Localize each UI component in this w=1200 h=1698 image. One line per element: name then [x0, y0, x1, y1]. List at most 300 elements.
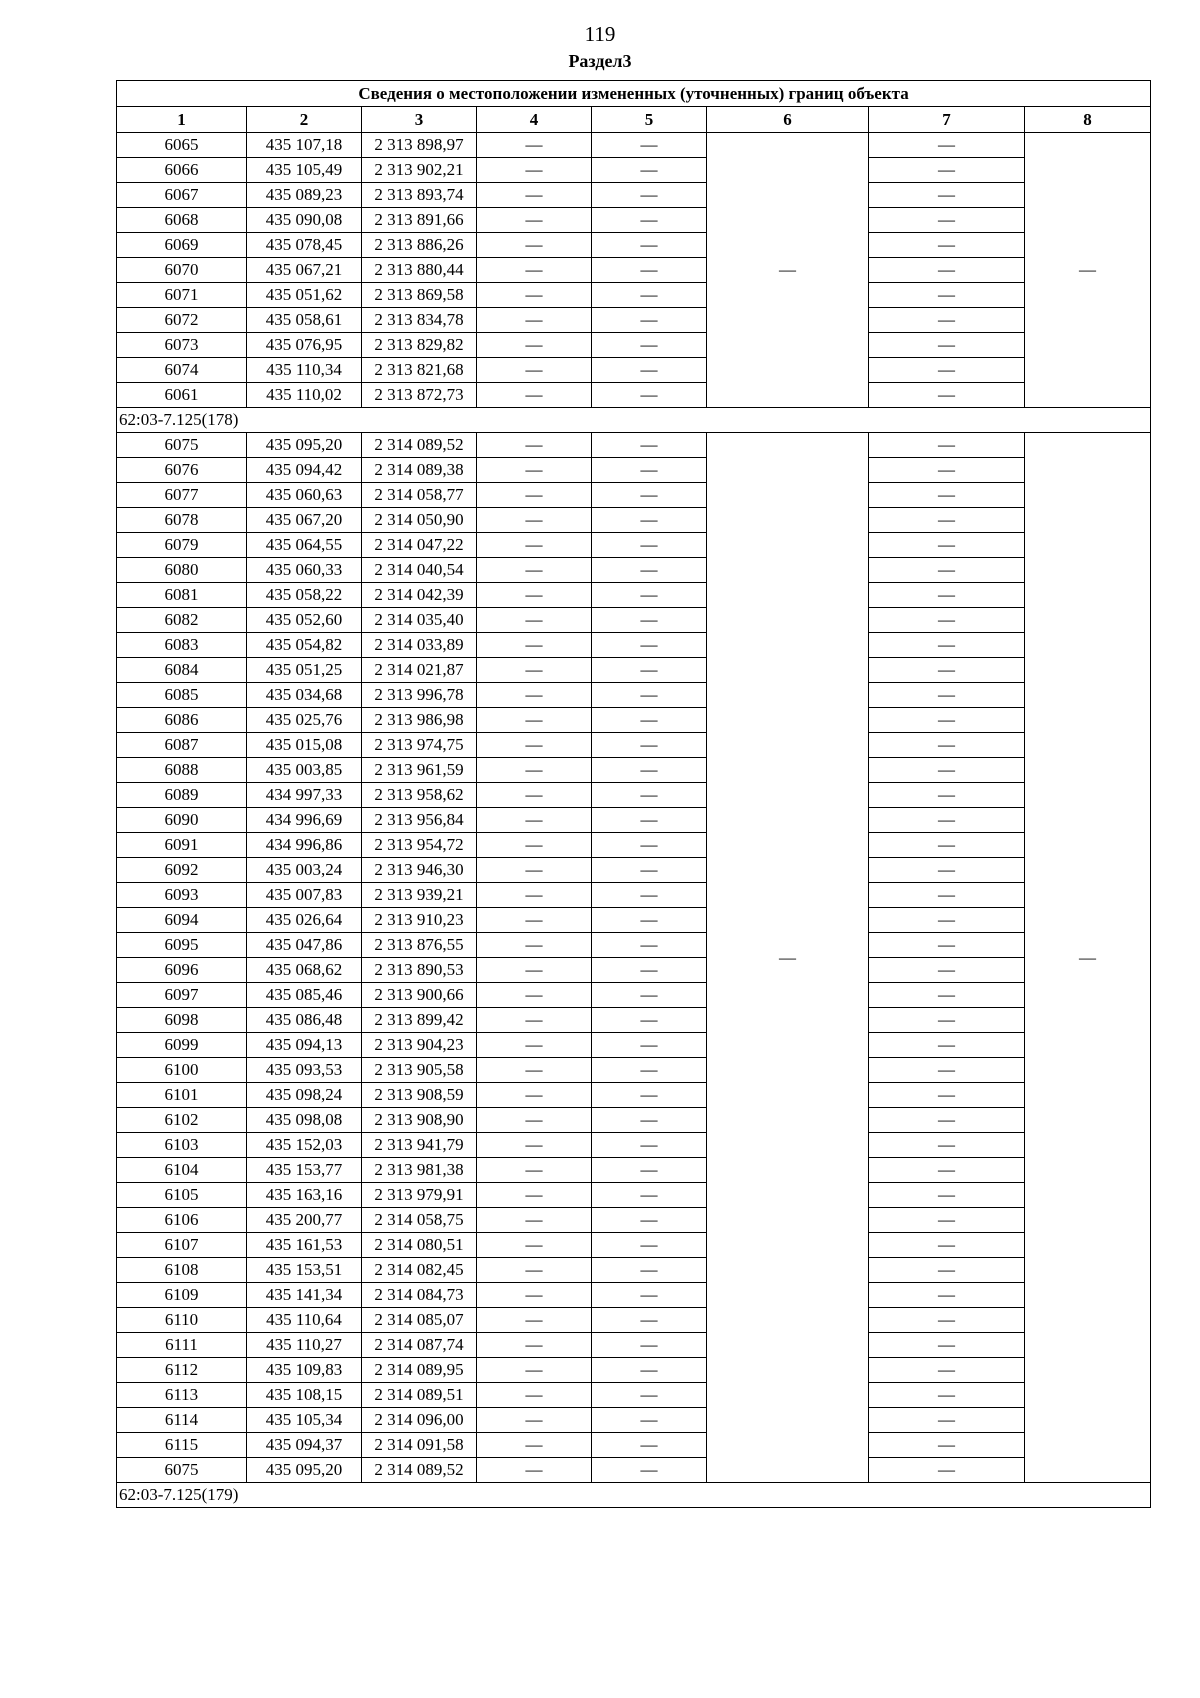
coord-y: 2 313 893,74	[362, 183, 477, 208]
col-5-dash: —	[592, 458, 707, 483]
coord-x: 435 090,08	[247, 208, 362, 233]
col-5-dash: —	[592, 483, 707, 508]
col-4-dash: —	[477, 483, 592, 508]
table-row	[117, 1358, 1151, 1383]
point-number: 6094	[117, 908, 247, 933]
group-label: 62:03-7.125(178)	[117, 408, 1151, 433]
col-7-dash: —	[869, 1408, 1025, 1433]
coord-x: 435 047,86	[247, 933, 362, 958]
point-number: 6074	[117, 358, 247, 383]
col-6-merged-dash: —	[707, 433, 869, 1483]
point-number: 6115	[117, 1433, 247, 1458]
col-7-dash: —	[869, 583, 1025, 608]
coord-y: 2 313 908,90	[362, 1108, 477, 1133]
column-number-4: 4	[477, 107, 592, 133]
coord-y: 2 314 089,51	[362, 1383, 477, 1408]
col-4-dash: —	[477, 383, 592, 408]
table-row	[117, 758, 1151, 783]
col-7-dash: —	[869, 1283, 1025, 1308]
coord-x: 435 110,02	[247, 383, 362, 408]
col-5-dash: —	[592, 808, 707, 833]
col-7-dash: —	[869, 808, 1025, 833]
coord-y: 2 314 082,45	[362, 1258, 477, 1283]
coord-x: 435 200,77	[247, 1208, 362, 1233]
col-4-dash: —	[477, 508, 592, 533]
col-5-dash: —	[592, 1233, 707, 1258]
coord-x: 435 105,34	[247, 1408, 362, 1433]
coord-x: 435 058,22	[247, 583, 362, 608]
coord-y: 2 314 087,74	[362, 1333, 477, 1358]
col-4-dash: —	[477, 208, 592, 233]
col-4-dash: —	[477, 308, 592, 333]
point-number: 6104	[117, 1158, 247, 1183]
col-7-dash: —	[869, 658, 1025, 683]
coord-x: 435 093,53	[247, 1058, 362, 1083]
point-number: 6108	[117, 1258, 247, 1283]
col-7-dash: —	[869, 483, 1025, 508]
col-7-dash: —	[869, 1033, 1025, 1058]
col-7-dash: —	[869, 233, 1025, 258]
coord-x: 435 003,85	[247, 758, 362, 783]
coord-x: 435 163,16	[247, 1183, 362, 1208]
coord-y: 2 313 908,59	[362, 1083, 477, 1108]
col-4-dash: —	[477, 233, 592, 258]
coord-x: 435 026,64	[247, 908, 362, 933]
table-row	[117, 283, 1151, 308]
point-number: 6068	[117, 208, 247, 233]
col-7-dash: —	[869, 1058, 1025, 1083]
coord-y: 2 314 033,89	[362, 633, 477, 658]
coord-y: 2 313 939,21	[362, 883, 477, 908]
point-number: 6081	[117, 583, 247, 608]
col-4-dash: —	[477, 833, 592, 858]
col-7-dash: —	[869, 358, 1025, 383]
coord-x: 435 085,46	[247, 983, 362, 1008]
col-5-dash: —	[592, 1183, 707, 1208]
coord-x: 435 051,25	[247, 658, 362, 683]
col-4-dash: —	[477, 733, 592, 758]
col-4-dash: —	[477, 608, 592, 633]
col-4-dash: —	[477, 1233, 592, 1258]
coord-y: 2 313 905,58	[362, 1058, 477, 1083]
col-4-dash: —	[477, 258, 592, 283]
coord-x: 435 095,20	[247, 1458, 362, 1483]
point-number: 6103	[117, 1133, 247, 1158]
coord-y: 2 313 891,66	[362, 208, 477, 233]
coord-y: 2 314 042,39	[362, 583, 477, 608]
col-7-dash: —	[869, 158, 1025, 183]
table-row	[117, 158, 1151, 183]
col-4-dash: —	[477, 958, 592, 983]
coord-x: 435 152,03	[247, 1133, 362, 1158]
coord-x: 435 078,45	[247, 233, 362, 258]
table-title: Сведения о местоположении измененных (уточненных) границ объекта	[117, 81, 1151, 107]
col-4-dash: —	[477, 1358, 592, 1383]
point-number: 6075	[117, 1458, 247, 1483]
point-number: 6098	[117, 1008, 247, 1033]
col-4-dash: —	[477, 183, 592, 208]
table-row	[117, 783, 1151, 808]
table-row	[117, 358, 1151, 383]
group-label: 62:03-7.125(179)	[117, 1483, 1151, 1508]
point-number: 6087	[117, 733, 247, 758]
point-number: 6113	[117, 1383, 247, 1408]
col-4-dash: —	[477, 1433, 592, 1458]
table-row	[117, 1383, 1151, 1408]
col-5-dash: —	[592, 133, 707, 158]
col-4-dash: —	[477, 633, 592, 658]
point-number: 6105	[117, 1183, 247, 1208]
point-number: 6061	[117, 383, 247, 408]
coord-y: 2 314 085,07	[362, 1308, 477, 1333]
coord-x: 435 109,83	[247, 1358, 362, 1383]
coord-x: 434 997,33	[247, 783, 362, 808]
table-row	[117, 808, 1151, 833]
point-number: 6089	[117, 783, 247, 808]
col-4-dash: —	[477, 883, 592, 908]
coord-y: 2 313 829,82	[362, 333, 477, 358]
coord-y: 2 314 096,00	[362, 1408, 477, 1433]
coord-x: 435 107,18	[247, 133, 362, 158]
point-number: 6080	[117, 558, 247, 583]
table-row	[117, 1183, 1151, 1208]
coord-x: 434 996,69	[247, 808, 362, 833]
col-5-dash: —	[592, 758, 707, 783]
col-4-dash: —	[477, 1158, 592, 1183]
table-row	[117, 883, 1151, 908]
page-number: 119	[584, 22, 616, 46]
point-number: 6102	[117, 1108, 247, 1133]
coord-x: 435 161,53	[247, 1233, 362, 1258]
col-4-dash: —	[477, 1183, 592, 1208]
table-row	[117, 1283, 1151, 1308]
col-7-dash: —	[869, 608, 1025, 633]
point-number: 6093	[117, 883, 247, 908]
col-4-dash: —	[477, 1308, 592, 1333]
coord-x: 434 996,86	[247, 833, 362, 858]
point-number: 6107	[117, 1233, 247, 1258]
coord-x: 435 054,82	[247, 633, 362, 658]
col-7-dash: —	[869, 933, 1025, 958]
point-number: 6095	[117, 933, 247, 958]
col-5-dash: —	[592, 983, 707, 1008]
coord-y: 2 313 876,55	[362, 933, 477, 958]
col-7-dash: —	[869, 133, 1025, 158]
col-5-dash: —	[592, 1458, 707, 1483]
coord-x: 435 089,23	[247, 183, 362, 208]
table-row	[117, 533, 1151, 558]
table-row	[117, 833, 1151, 858]
coord-x: 435 110,64	[247, 1308, 362, 1333]
column-number-1: 1	[117, 107, 247, 133]
col-8-merged-dash: —	[1025, 133, 1151, 408]
col-6-merged-dash: —	[707, 133, 869, 408]
table-row	[117, 1208, 1151, 1233]
col-4-dash: —	[477, 933, 592, 958]
col-7-dash: —	[869, 1308, 1025, 1333]
col-4-dash: —	[477, 1108, 592, 1133]
col-5-dash: —	[592, 783, 707, 808]
table-row	[117, 733, 1151, 758]
col-4-dash: —	[477, 658, 592, 683]
column-number-8: 8	[1025, 107, 1151, 133]
col-5-dash: —	[592, 708, 707, 733]
coord-y: 2 314 084,73	[362, 1283, 477, 1308]
point-number: 6110	[117, 1308, 247, 1333]
table-row	[117, 1458, 1151, 1483]
table-row	[117, 1233, 1151, 1258]
col-5-dash: —	[592, 258, 707, 283]
coord-y: 2 313 974,75	[362, 733, 477, 758]
table-row	[117, 1408, 1151, 1433]
point-number: 6070	[117, 258, 247, 283]
coord-x: 435 108,15	[247, 1383, 362, 1408]
column-number-row	[117, 107, 1151, 133]
point-number: 6077	[117, 483, 247, 508]
col-4-dash: —	[477, 1083, 592, 1108]
table-row	[117, 1133, 1151, 1158]
col-7-dash: —	[869, 783, 1025, 808]
col-5-dash: —	[592, 1358, 707, 1383]
col-7-dash: —	[869, 958, 1025, 983]
col-7-dash: —	[869, 558, 1025, 583]
coord-x: 435 067,21	[247, 258, 362, 283]
table-row	[117, 208, 1151, 233]
table-row	[117, 708, 1151, 733]
col-4-dash: —	[477, 1333, 592, 1358]
coord-y: 2 313 869,58	[362, 283, 477, 308]
coord-x: 435 007,83	[247, 883, 362, 908]
coord-y: 2 314 040,54	[362, 558, 477, 583]
coord-x: 435 110,27	[247, 1333, 362, 1358]
col-5-dash: —	[592, 583, 707, 608]
point-number: 6084	[117, 658, 247, 683]
column-number-7: 7	[869, 107, 1025, 133]
coord-x: 435 034,68	[247, 683, 362, 708]
coord-y: 2 314 047,22	[362, 533, 477, 558]
col-7-dash: —	[869, 183, 1025, 208]
col-5-dash: —	[592, 283, 707, 308]
col-4-dash: —	[477, 983, 592, 1008]
table-row	[117, 308, 1151, 333]
point-number: 6073	[117, 333, 247, 358]
col-5-dash: —	[592, 383, 707, 408]
col-7-dash: —	[869, 433, 1025, 458]
coord-y: 2 313 941,79	[362, 1133, 477, 1158]
col-5-dash: —	[592, 608, 707, 633]
coord-y: 2 314 089,52	[362, 433, 477, 458]
col-7-dash: —	[869, 1258, 1025, 1283]
table-row	[117, 958, 1151, 983]
coord-y: 2 313 898,97	[362, 133, 477, 158]
col-7-dash: —	[869, 683, 1025, 708]
col-5-dash: —	[592, 1108, 707, 1133]
col-5-dash: —	[592, 883, 707, 908]
coord-x: 435 068,62	[247, 958, 362, 983]
table-row	[117, 683, 1151, 708]
column-number-2: 2	[247, 107, 362, 133]
col-5-dash: —	[592, 658, 707, 683]
col-7-dash: —	[869, 533, 1025, 558]
col-4-dash: —	[477, 458, 592, 483]
col-4-dash: —	[477, 1208, 592, 1233]
point-number: 6099	[117, 1033, 247, 1058]
coord-y: 2 313 996,78	[362, 683, 477, 708]
col-7-dash: —	[869, 333, 1025, 358]
point-number: 6072	[117, 308, 247, 333]
point-number: 6069	[117, 233, 247, 258]
col-5-dash: —	[592, 1283, 707, 1308]
coord-y: 2 313 954,72	[362, 833, 477, 858]
point-number: 6097	[117, 983, 247, 1008]
col-5-dash: —	[592, 308, 707, 333]
point-number: 6090	[117, 808, 247, 833]
boundary-table	[116, 80, 1151, 1508]
group-label-row	[117, 408, 1151, 433]
coord-y: 2 313 890,53	[362, 958, 477, 983]
col-7-dash: —	[869, 1158, 1025, 1183]
point-number: 6065	[117, 133, 247, 158]
col-4-dash: —	[477, 133, 592, 158]
coord-y: 2 313 946,30	[362, 858, 477, 883]
col-5-dash: —	[592, 508, 707, 533]
table-row	[117, 1433, 1151, 1458]
col-5-dash: —	[592, 1058, 707, 1083]
col-5-dash: —	[592, 633, 707, 658]
coord-y: 2 314 091,58	[362, 1433, 477, 1458]
col-5-dash: —	[592, 958, 707, 983]
coord-x: 435 153,51	[247, 1258, 362, 1283]
section-title: Раздел3	[568, 51, 632, 71]
coord-x: 435 060,33	[247, 558, 362, 583]
col-7-dash: —	[869, 1183, 1025, 1208]
table-row	[117, 383, 1151, 408]
col-5-dash: —	[592, 1258, 707, 1283]
coord-x: 435 060,63	[247, 483, 362, 508]
coord-x: 435 076,95	[247, 333, 362, 358]
point-number: 6066	[117, 158, 247, 183]
coord-x: 435 064,55	[247, 533, 362, 558]
col-7-dash: —	[869, 633, 1025, 658]
col-5-dash: —	[592, 908, 707, 933]
col-7-dash: —	[869, 508, 1025, 533]
point-number: 6092	[117, 858, 247, 883]
table-row	[117, 558, 1151, 583]
coord-x: 435 094,13	[247, 1033, 362, 1058]
col-5-dash: —	[592, 833, 707, 858]
col-7-dash: —	[869, 1383, 1025, 1408]
col-4-dash: —	[477, 1008, 592, 1033]
coord-x: 435 003,24	[247, 858, 362, 883]
col-7-dash: —	[869, 883, 1025, 908]
coord-y: 2 314 035,40	[362, 608, 477, 633]
table-row	[117, 233, 1151, 258]
table-row	[117, 1308, 1151, 1333]
coord-x: 435 094,37	[247, 1433, 362, 1458]
point-number: 6109	[117, 1283, 247, 1308]
col-7-dash: —	[869, 708, 1025, 733]
point-number: 6111	[117, 1333, 247, 1358]
col-8-merged-dash: —	[1025, 433, 1151, 1483]
col-4-dash: —	[477, 358, 592, 383]
col-7-dash: —	[869, 1083, 1025, 1108]
point-number: 6114	[117, 1408, 247, 1433]
table-row	[117, 633, 1151, 658]
column-number-5: 5	[592, 107, 707, 133]
col-7-dash: —	[869, 1433, 1025, 1458]
col-4-dash: —	[477, 583, 592, 608]
col-4-dash: —	[477, 558, 592, 583]
coord-x: 435 025,76	[247, 708, 362, 733]
col-4-dash: —	[477, 158, 592, 183]
col-7-dash: —	[869, 458, 1025, 483]
col-4-dash: —	[477, 758, 592, 783]
col-5-dash: —	[592, 1308, 707, 1333]
table-title-row	[117, 81, 1151, 107]
coord-y: 2 314 080,51	[362, 1233, 477, 1258]
point-number: 6086	[117, 708, 247, 733]
col-4-dash: —	[477, 783, 592, 808]
col-5-dash: —	[592, 1433, 707, 1458]
col-5-dash: —	[592, 533, 707, 558]
coord-x: 435 153,77	[247, 1158, 362, 1183]
col-7-dash: —	[869, 1333, 1025, 1358]
col-5-dash: —	[592, 233, 707, 258]
col-5-dash: —	[592, 433, 707, 458]
coord-y: 2 313 958,62	[362, 783, 477, 808]
coord-y: 2 314 050,90	[362, 508, 477, 533]
col-4-dash: —	[477, 1133, 592, 1158]
point-number: 6076	[117, 458, 247, 483]
point-number: 6101	[117, 1083, 247, 1108]
col-5-dash: —	[592, 208, 707, 233]
table-row	[117, 1333, 1151, 1358]
col-7-dash: —	[869, 983, 1025, 1008]
column-number-6: 6	[707, 107, 869, 133]
col-5-dash: —	[592, 1008, 707, 1033]
col-5-dash: —	[592, 1383, 707, 1408]
table-row	[117, 458, 1151, 483]
table-row	[117, 908, 1151, 933]
col-7-dash: —	[869, 1233, 1025, 1258]
coord-x: 435 015,08	[247, 733, 362, 758]
coord-y: 2 313 979,91	[362, 1183, 477, 1208]
col-4-dash: —	[477, 808, 592, 833]
col-5-dash: —	[592, 183, 707, 208]
coord-y: 2 313 834,78	[362, 308, 477, 333]
col-7-dash: —	[869, 733, 1025, 758]
coord-y: 2 314 089,38	[362, 458, 477, 483]
coord-y: 2 313 986,98	[362, 708, 477, 733]
coord-y: 2 313 981,38	[362, 1158, 477, 1183]
col-7-dash: —	[869, 833, 1025, 858]
coord-y: 2 314 058,75	[362, 1208, 477, 1233]
point-number: 6082	[117, 608, 247, 633]
table-row	[117, 583, 1151, 608]
coord-x: 435 095,20	[247, 433, 362, 458]
col-7-dash: —	[869, 1133, 1025, 1158]
col-4-dash: —	[477, 1383, 592, 1408]
col-5-dash: —	[592, 358, 707, 383]
table-row	[117, 858, 1151, 883]
table-row	[117, 1033, 1151, 1058]
coord-y: 2 313 900,66	[362, 983, 477, 1008]
point-number: 6106	[117, 1208, 247, 1233]
col-4-dash: —	[477, 533, 592, 558]
col-5-dash: —	[592, 1133, 707, 1158]
table-row	[117, 658, 1151, 683]
table-row	[117, 1258, 1151, 1283]
